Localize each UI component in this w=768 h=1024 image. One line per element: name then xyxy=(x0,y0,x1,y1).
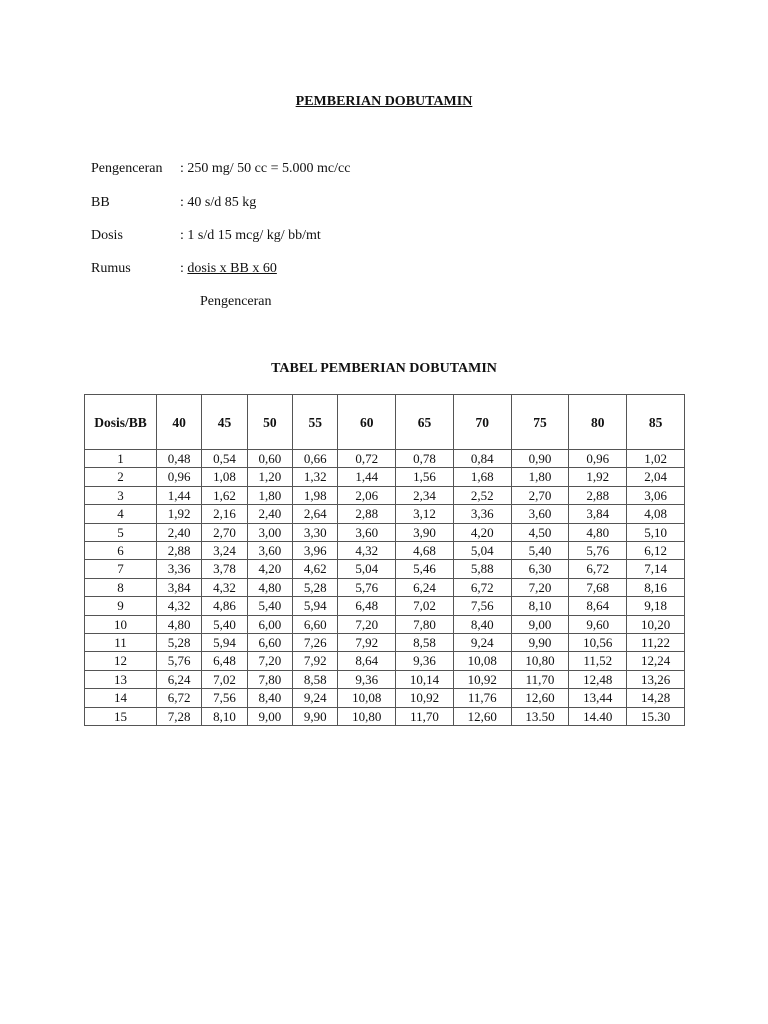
value-cell: 2,16 xyxy=(202,505,247,523)
bb-label: BB xyxy=(91,195,110,210)
value-cell: 12,24 xyxy=(627,652,685,670)
value-cell: 2,88 xyxy=(338,505,396,523)
value-cell: 3,60 xyxy=(511,505,569,523)
column-header: 55 xyxy=(293,395,338,450)
value-cell: 7,68 xyxy=(569,578,627,596)
value-cell: 4,32 xyxy=(157,597,202,615)
value-cell: 3,24 xyxy=(202,542,247,560)
value-cell: 10,92 xyxy=(396,689,454,707)
value-cell: 6,48 xyxy=(338,597,396,615)
value-cell: 3,06 xyxy=(627,486,685,504)
value-cell: 2,40 xyxy=(157,523,202,541)
value-cell: 0,72 xyxy=(338,450,396,468)
value-cell: 15.30 xyxy=(627,707,685,725)
table-row xyxy=(85,670,685,688)
value-cell: 0,60 xyxy=(247,450,292,468)
value-cell: 2,64 xyxy=(293,505,338,523)
value-cell: 7,80 xyxy=(247,670,292,688)
value-cell: 11,76 xyxy=(453,689,511,707)
value-cell: 8,40 xyxy=(453,615,511,633)
value-cell: 11,70 xyxy=(511,670,569,688)
table-body xyxy=(85,450,685,726)
value-cell: 5,28 xyxy=(157,634,202,652)
column-header: 50 xyxy=(247,395,292,450)
value-cell: 5,04 xyxy=(453,542,511,560)
value-cell: 6,60 xyxy=(247,634,292,652)
value-cell: 7,80 xyxy=(396,615,454,633)
value-cell: 8,16 xyxy=(627,578,685,596)
dose-cell: 11 xyxy=(85,634,157,652)
value-cell: 1,02 xyxy=(627,450,685,468)
info-rumus xyxy=(91,261,277,277)
value-cell: 6,72 xyxy=(157,689,202,707)
value-cell: 13,26 xyxy=(627,670,685,688)
value-cell: 5,76 xyxy=(338,578,396,596)
value-cell: 3,36 xyxy=(453,505,511,523)
column-header: 70 xyxy=(453,395,511,450)
column-header: 60 xyxy=(338,395,396,450)
column-header: 45 xyxy=(202,395,247,450)
value-cell: 8,10 xyxy=(202,707,247,725)
value-cell: 0,48 xyxy=(157,450,202,468)
value-cell: 1,44 xyxy=(157,486,202,504)
table-row xyxy=(85,523,685,541)
value-cell: 3,00 xyxy=(247,523,292,541)
dose-cell: 14 xyxy=(85,689,157,707)
table-row xyxy=(85,707,685,725)
value-cell: 3,12 xyxy=(396,505,454,523)
value-cell: 0,96 xyxy=(569,450,627,468)
value-cell: 4,20 xyxy=(453,523,511,541)
value-cell: 14.40 xyxy=(569,707,627,725)
value-cell: 1,80 xyxy=(511,468,569,486)
value-cell: 2,06 xyxy=(338,486,396,504)
value-cell: 0,84 xyxy=(453,450,511,468)
column-header: 75 xyxy=(511,395,569,450)
dose-cell: 15 xyxy=(85,707,157,725)
dose-cell: 7 xyxy=(85,560,157,578)
column-header: 40 xyxy=(157,395,202,450)
corner-header: Dosis/BB xyxy=(85,395,157,450)
value-cell: 10,14 xyxy=(396,670,454,688)
value-cell: 10,20 xyxy=(627,615,685,633)
value-cell: 3,78 xyxy=(202,560,247,578)
table-header-row xyxy=(85,395,685,450)
value-cell: 12,60 xyxy=(453,707,511,725)
value-cell: 2,40 xyxy=(247,505,292,523)
value-cell: 2,88 xyxy=(569,486,627,504)
table-row xyxy=(85,542,685,560)
value-cell: 10,80 xyxy=(511,652,569,670)
value-cell: 6,24 xyxy=(396,578,454,596)
value-cell: 8,58 xyxy=(293,670,338,688)
value-cell: 5,28 xyxy=(293,578,338,596)
value-cell: 5,76 xyxy=(157,652,202,670)
value-cell: 10,92 xyxy=(453,670,511,688)
value-cell: 1,68 xyxy=(453,468,511,486)
table-row xyxy=(85,615,685,633)
value-cell: 14,28 xyxy=(627,689,685,707)
dose-cell: 2 xyxy=(85,468,157,486)
value-cell: 1,32 xyxy=(293,468,338,486)
table-row xyxy=(85,634,685,652)
value-cell: 3,84 xyxy=(157,578,202,596)
value-cell: 11,52 xyxy=(569,652,627,670)
value-cell: 6,12 xyxy=(627,542,685,560)
value-cell: 4,80 xyxy=(569,523,627,541)
value-cell: 11,70 xyxy=(396,707,454,725)
value-cell: 7,14 xyxy=(627,560,685,578)
value-cell: 5,10 xyxy=(627,523,685,541)
value-cell: 0,66 xyxy=(293,450,338,468)
value-cell: 9,24 xyxy=(453,634,511,652)
table-row xyxy=(85,597,685,615)
column-header: 80 xyxy=(569,395,627,450)
info-dosis xyxy=(91,228,321,244)
value-cell: 2,70 xyxy=(202,523,247,541)
value-cell: 10,80 xyxy=(338,707,396,725)
value-cell: 3,60 xyxy=(338,523,396,541)
value-cell: 0,54 xyxy=(202,450,247,468)
table-row xyxy=(85,486,685,504)
value-cell: 10,08 xyxy=(453,652,511,670)
value-cell: 7,56 xyxy=(202,689,247,707)
dose-cell: 4 xyxy=(85,505,157,523)
table-row xyxy=(85,505,685,523)
pengenceran-label: Pengenceran xyxy=(91,161,163,176)
value-cell: 4,62 xyxy=(293,560,338,578)
value-cell: 5,76 xyxy=(569,542,627,560)
rumus-label: Rumus xyxy=(91,261,131,276)
value-cell: 4,80 xyxy=(157,615,202,633)
value-cell: 7,56 xyxy=(453,597,511,615)
value-cell: 1,62 xyxy=(202,486,247,504)
value-cell: 11,22 xyxy=(627,634,685,652)
value-cell: 6,48 xyxy=(202,652,247,670)
dose-cell: 13 xyxy=(85,670,157,688)
value-cell: 4,50 xyxy=(511,523,569,541)
table-row xyxy=(85,468,685,486)
value-cell: 9,90 xyxy=(511,634,569,652)
value-cell: 9,18 xyxy=(627,597,685,615)
dose-cell: 5 xyxy=(85,523,157,541)
value-cell: 5,94 xyxy=(202,634,247,652)
value-cell: 5,46 xyxy=(396,560,454,578)
value-cell: 9,90 xyxy=(293,707,338,725)
value-cell: 7,92 xyxy=(293,652,338,670)
value-cell: 5,40 xyxy=(202,615,247,633)
value-cell: 7,02 xyxy=(202,670,247,688)
value-cell: 4,80 xyxy=(247,578,292,596)
table-row xyxy=(85,560,685,578)
value-cell: 9,36 xyxy=(338,670,396,688)
value-cell: 7,26 xyxy=(293,634,338,652)
value-cell: 8,64 xyxy=(569,597,627,615)
value-cell: 2,04 xyxy=(627,468,685,486)
value-cell: 8,40 xyxy=(247,689,292,707)
value-cell: 1,44 xyxy=(338,468,396,486)
info-bb xyxy=(91,195,256,211)
dosis-value: : 1 s/d 15 mcg/ kg/ bb/mt xyxy=(180,228,321,243)
value-cell: 4,86 xyxy=(202,597,247,615)
value-cell: 3,60 xyxy=(247,542,292,560)
dosis-label: Dosis xyxy=(91,228,123,243)
dose-cell: 10 xyxy=(85,615,157,633)
table-title: TABEL PEMBERIAN DOBUTAMIN xyxy=(271,361,497,376)
value-cell: 8,58 xyxy=(396,634,454,652)
value-cell: 3,90 xyxy=(396,523,454,541)
value-cell: 1,80 xyxy=(247,486,292,504)
value-cell: 6,72 xyxy=(453,578,511,596)
dose-cell: 3 xyxy=(85,486,157,504)
dose-cell: 9 xyxy=(85,597,157,615)
bb-value: : 40 s/d 85 kg xyxy=(180,195,257,210)
value-cell: 2,88 xyxy=(157,542,202,560)
value-cell: 7,20 xyxy=(338,615,396,633)
dose-cell: 12 xyxy=(85,652,157,670)
value-cell: 2,34 xyxy=(396,486,454,504)
value-cell: 9,00 xyxy=(247,707,292,725)
value-cell: 1,56 xyxy=(396,468,454,486)
value-cell: 13.50 xyxy=(511,707,569,725)
rumus-formula: dosis x BB x 60 xyxy=(187,261,277,276)
pengenceran-value: : 250 mg/ 50 cc = 5.000 mc/cc xyxy=(180,161,351,176)
value-cell: 5,94 xyxy=(293,597,338,615)
value-cell: 7,02 xyxy=(396,597,454,615)
value-cell: 0,78 xyxy=(396,450,454,468)
value-cell: 10,08 xyxy=(338,689,396,707)
value-cell: 6,60 xyxy=(293,615,338,633)
dose-cell: 1 xyxy=(85,450,157,468)
value-cell: 3,96 xyxy=(293,542,338,560)
value-cell: 1,20 xyxy=(247,468,292,486)
rumus-colon: : xyxy=(180,261,188,276)
value-cell: 5,88 xyxy=(453,560,511,578)
value-cell: 3,84 xyxy=(569,505,627,523)
value-cell: 2,70 xyxy=(511,486,569,504)
document-title: PEMBERIAN DOBUTAMIN xyxy=(295,94,473,109)
value-cell: 7,92 xyxy=(338,634,396,652)
dose-cell: 6 xyxy=(85,542,157,560)
value-cell: 7,28 xyxy=(157,707,202,725)
value-cell: 6,30 xyxy=(511,560,569,578)
value-cell: 4,08 xyxy=(627,505,685,523)
value-cell: 12,48 xyxy=(569,670,627,688)
value-cell: 6,24 xyxy=(157,670,202,688)
value-cell: 9,00 xyxy=(511,615,569,633)
value-cell: 1,08 xyxy=(202,468,247,486)
value-cell: 0,90 xyxy=(511,450,569,468)
rumus-denominator: Pengenceran xyxy=(200,294,272,309)
value-cell: 8,10 xyxy=(511,597,569,615)
value-cell: 13,44 xyxy=(569,689,627,707)
value-cell: 4,68 xyxy=(396,542,454,560)
value-cell: 9,36 xyxy=(396,652,454,670)
value-cell: 3,36 xyxy=(157,560,202,578)
table-row xyxy=(85,652,685,670)
table-row xyxy=(85,450,685,468)
value-cell: 5,04 xyxy=(338,560,396,578)
value-cell: 7,20 xyxy=(511,578,569,596)
value-cell: 8,64 xyxy=(338,652,396,670)
dose-table xyxy=(84,394,685,726)
value-cell: 7,20 xyxy=(247,652,292,670)
value-cell: 6,72 xyxy=(569,560,627,578)
value-cell: 12,60 xyxy=(511,689,569,707)
table-row xyxy=(85,689,685,707)
value-cell: 1,92 xyxy=(569,468,627,486)
value-cell: 4,32 xyxy=(202,578,247,596)
value-cell: 1,98 xyxy=(293,486,338,504)
column-header: 85 xyxy=(627,395,685,450)
value-cell: 0,96 xyxy=(157,468,202,486)
info-pengenceran xyxy=(91,161,350,177)
value-cell: 6,00 xyxy=(247,615,292,633)
value-cell: 4,20 xyxy=(247,560,292,578)
dose-cell: 8 xyxy=(85,578,157,596)
value-cell: 3,30 xyxy=(293,523,338,541)
column-header: 65 xyxy=(396,395,454,450)
value-cell: 4,32 xyxy=(338,542,396,560)
value-cell: 5,40 xyxy=(511,542,569,560)
value-cell: 5,40 xyxy=(247,597,292,615)
table-row xyxy=(85,578,685,596)
value-cell: 1,92 xyxy=(157,505,202,523)
value-cell: 2,52 xyxy=(453,486,511,504)
value-cell: 9,24 xyxy=(293,689,338,707)
value-cell: 10,56 xyxy=(569,634,627,652)
value-cell: 9,60 xyxy=(569,615,627,633)
